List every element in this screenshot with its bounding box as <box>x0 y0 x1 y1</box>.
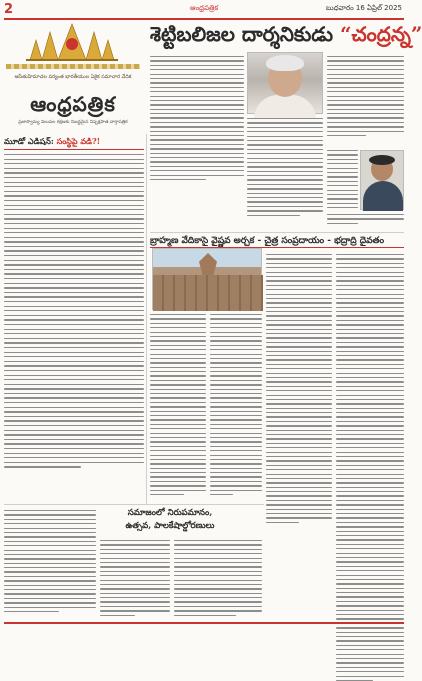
page-header <box>0 0 408 20</box>
headline-prefix: శెట్టిబలిజల దార్శనికుడు <box>150 22 340 46</box>
leader-photo <box>247 52 323 114</box>
article2-title: బ్రాహ్మణ వేదికాసై వైష్ణవ అర్చక - చైత్ర సంప్రదాయం - భద్రాద్రి దైవతం <box>150 236 385 246</box>
header-rule <box>4 18 404 20</box>
masthead-title: ఆంధ్రపత్రిక <box>30 92 116 116</box>
masthead-verse: ఆసేతుహిమాచల పర్యంత భారతీయుల ఏకైక సమాచార వేదిక <box>14 74 132 80</box>
temple-photo <box>152 248 262 310</box>
masthead-tagline: ప్రజాస్వామ్య విలువల రక్షణకు నిబద్ధమైన నిష్పక్షపాత వార్తాపత్రిక <box>18 120 128 125</box>
article2-col-1 <box>150 314 206 495</box>
article3-col-2 <box>100 540 170 616</box>
headline-quote-open: “ <box>339 22 352 46</box>
page-number: 2 <box>4 2 14 17</box>
article1-title <box>4 136 146 148</box>
article1-title-prefix: మూడో ఎడిషన్: <box>4 136 57 146</box>
lead-article-col-1 <box>150 56 244 180</box>
person-photo <box>360 150 404 210</box>
lead-article-col-5 <box>327 214 404 224</box>
article3-col-3 <box>174 540 262 616</box>
paper-label: ఆంధ్రపత్రిక <box>190 4 219 12</box>
article3-col-1 <box>4 510 96 612</box>
headline-name: చంద్రన్న <box>351 22 411 46</box>
temple-gopuram-emblem-icon <box>20 22 124 62</box>
article1-title-rule <box>4 149 144 150</box>
lead-article-col-3 <box>327 56 404 136</box>
lead-article-col-4 <box>327 150 358 208</box>
lead-article-col-2 <box>247 118 323 216</box>
article3-title-line1: సమాజంలో నిరుపమానం, <box>127 508 213 518</box>
article1-title-rest: సంస్థిపై వడి?! <box>56 136 101 146</box>
article2-col-4 <box>336 254 404 681</box>
section-divider <box>150 232 404 233</box>
footer-rule <box>4 622 404 624</box>
article3-title-line2: ఉత్సవ, పాలకేషాల్డోరణులు <box>125 521 215 531</box>
date-line: బుధవారం 16 ఏప్రిల్ 2025 <box>326 4 402 12</box>
article2-col-2 <box>210 314 262 495</box>
masthead <box>4 22 142 132</box>
article1-body <box>4 154 144 468</box>
headline-quote-close: ” <box>410 22 422 46</box>
masthead-ornament <box>6 64 140 69</box>
article3-title <box>100 507 240 533</box>
article2-col-3 <box>266 254 332 523</box>
column-rule-left <box>146 134 147 504</box>
section-divider-lower <box>4 504 264 505</box>
